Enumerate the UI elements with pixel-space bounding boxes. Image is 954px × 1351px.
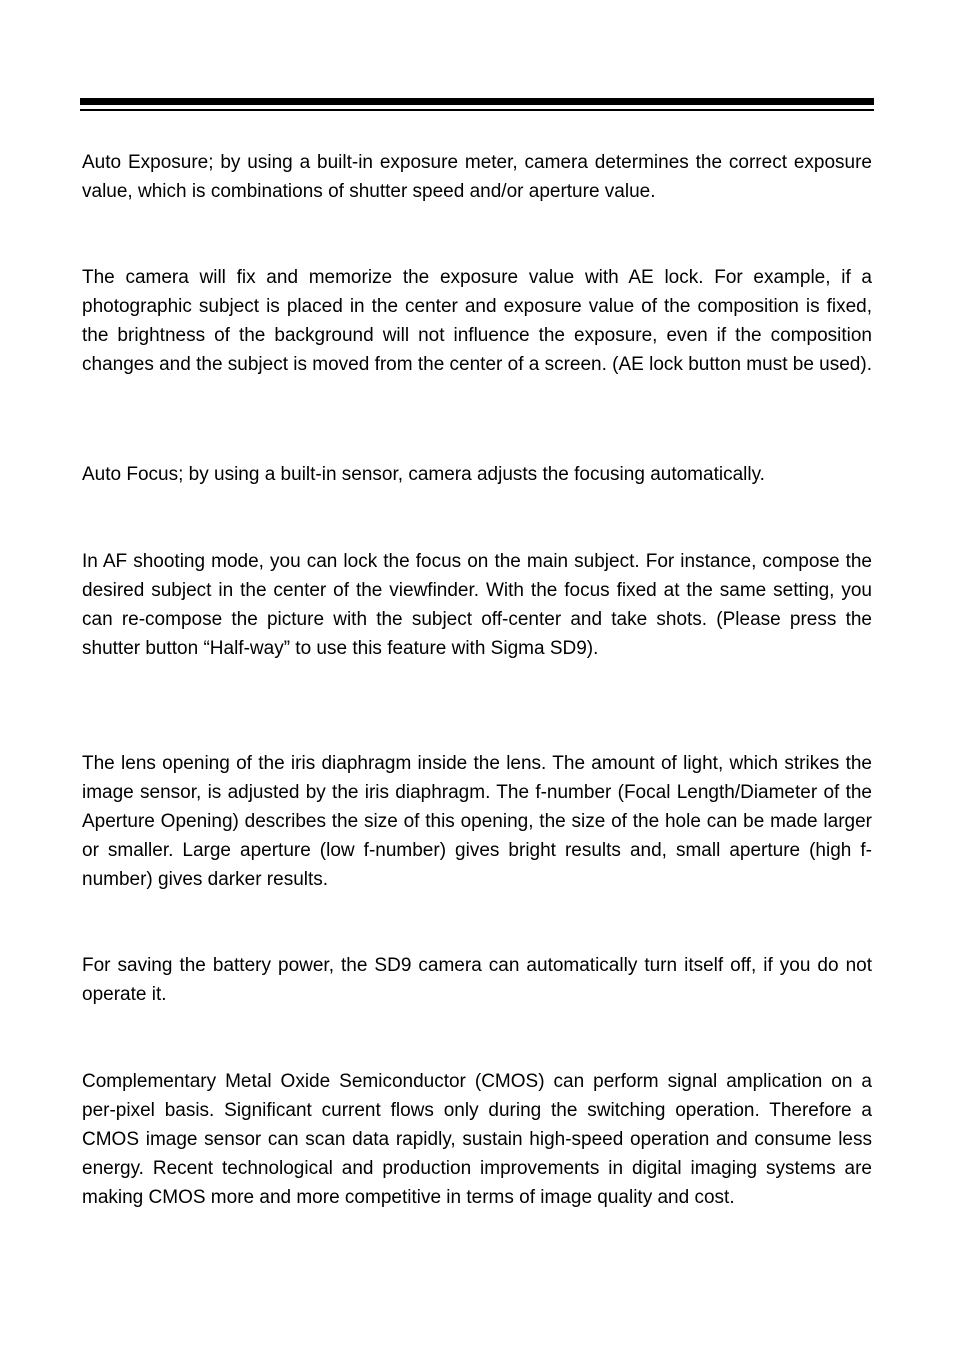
paragraph-cmos: Complementary Metal Oxide Semiconductor (CMOS) can perform signal amplication on a per-pixel basis. Significant current flows only during the switching operation. Therefore a CMOS image sensor can scan data rapidly, sustain high-speed operation and consume less energy. Recent technological and production improvements in digital imaging systems are making CMOS more and more competitive in terms of image quality and cost.	[82, 1071, 872, 1208]
paragraph-ae-lock: The camera will fix and memorize the exposure value with AE lock. For example, if a photographic subject is placed in the center and exposure value of the composition is fixed, the brightness of the background will not influence the exposure, even if the composition changes and the subject is moved from the center of a screen. (AE lock button must be used).	[82, 267, 872, 375]
header-rule-thin	[80, 109, 874, 111]
paragraph-auto-power-off: For saving the battery power, the SD9 camera can automatically turn itself off, if you do not operate it.	[82, 955, 872, 1005]
paragraph-auto-exposure: Auto Exposure; by using a built-in exposure meter, camera determines the correct exposure value, which is combinations of shutter speed and/or aperture value.	[82, 152, 872, 202]
paragraph-af-lock: In AF shooting mode, you can lock the focus on the main subject. For instance, compose the desired subject in the center of the viewfinder. With the focus fixed at the same setting, you can re-compose the picture with the subject off-center and take shots. (Please press the shutter button “Half-way” to use this feature with Sigma SD9).	[82, 551, 872, 659]
paragraph-aperture: The lens opening of the iris diaphragm inside the lens. The amount of light, which strikes the image sensor, is adjusted by the iris diaphragm. The f-number (Focal Length/Diameter of the Aperture Opening) describes the size of this opening, the size of the hole can be made larger or smaller. Large aperture (low f-number) gives bright results and, small aperture (high f-number) gives darker results.	[82, 753, 872, 890]
header-rule-thick	[80, 98, 874, 105]
paragraph-auto-focus: Auto Focus; by using a built-in sensor, camera adjusts the focusing automatically.	[82, 464, 765, 485]
